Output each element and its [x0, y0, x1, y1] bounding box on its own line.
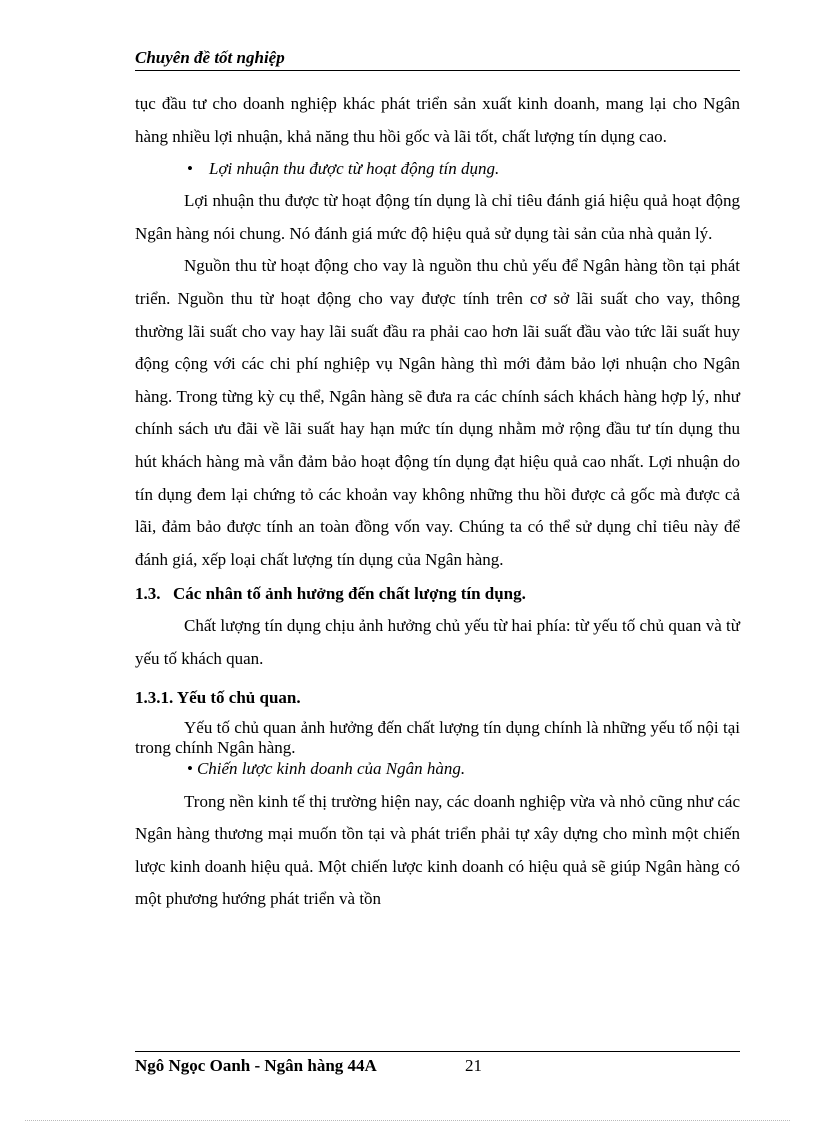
- bullet-icon: •: [187, 159, 193, 179]
- paragraph-5: Yếu tố chủ quan ảnh hưởng đến chất lượng tín dụng chính là những yếu tố nội tại trong chính Ngân hàng.: [135, 717, 740, 757]
- section-title: Các nhân tố ảnh hưởng đến chất lượng tín dụng.: [173, 584, 526, 604]
- page-number: 21: [465, 1056, 482, 1075]
- page-footer: [135, 1051, 740, 1076]
- page-header: [135, 48, 740, 71]
- bullet-text-1: Lợi nhuận thu được từ hoạt động tín dụng.: [209, 159, 500, 179]
- paragraph-2: Lợi nhuận thu được từ hoạt động tín dụng là chỉ tiêu đánh giá hiệu quả hoạt động Ngân hàng nói chung. Nó đánh giá mức độ hiệu quả sử dụng tài sản của nhà quản lý.: [135, 191, 740, 243]
- section-heading-1-3-1: 1.3.1. Yếu tố chủ quan.: [135, 687, 301, 707]
- bullet-icon: •: [187, 758, 193, 778]
- footer-author: Ngô Ngọc Oanh - Ngân hàng 44A: [135, 1056, 377, 1075]
- paragraph-3: Nguồn thu từ hoạt động cho vay là nguồn thu chủ yếu để Ngân hàng tồn tại phát triển. Nguồn thu từ hoạt động cho vay được tính trên cơ sở lãi suất cho vay, thông thường lãi suất cho vay hay lãi suất đầu ra phải cao hơn lãi suất đầu vào tức lãi suất huy động cộng với các chi phí nghiệp vụ Ngân hàng thì mới đảm bảo lợi nhuận cho Ngân hàng. Trong từng kỳ cụ thể, Ngân hàng sẽ đưa ra các chính sách khách hàng hợp lý, như chính sách ưu đãi về lãi suất hay hạn mức tín dụng nhằm mở rộng đầu tư tín dụng thu hút khách hàng mà vẫn đảm bảo hoạt động tín dụng đạt hiệu quả cao nhất. Lợi nhuận do tín dụng đem lại chứng tỏ các khoản vay không những thu hồi được cả gốc mà được cả lãi, đảm bảo được tính an toàn đồng vốn vay. Chúng ta có thể sử dụng chỉ tiêu này để đánh giá, xếp loại chất lượng tín dụng của Ngân hàng.: [135, 256, 740, 569]
- bullet-item-1: [135, 153, 740, 185]
- page-body: [135, 88, 740, 916]
- page-edge-divider: [25, 1120, 790, 1121]
- bullet-text-2: Chiến lược kinh doanh của Ngân hàng.: [196, 758, 466, 778]
- paragraph-1: tục đầu tư cho doanh nghiệp khác phát triển sản xuất kinh doanh, mang lại cho Ngân hàng nhiều lợi nhuận, khả năng thu hồi gốc và lãi tốt, chất lượng tín dụng cao.: [135, 94, 740, 146]
- paragraph-4: Chất lượng tín dụng chịu ảnh hưởng chủ yếu từ hai phía: từ yếu tố chủ quan và từ yếu tố khách quan.: [135, 616, 740, 668]
- section-number: 1.3.: [135, 584, 161, 604]
- section-heading-1-3: [135, 578, 740, 610]
- paragraph-6: Trong nền kinh tế thị trường hiện nay, các doanh nghiệp vừa và nhỏ cũng như các Ngân hàng thương mại muốn tồn tại và phát triển phải tự xây dựng cho mình một chiến lược kinh doanh hiệu quả. Một chiến lược kinh doanh có hiệu quả sẽ giúp Ngân hàng có một phương hướng phát triển và tồn: [135, 791, 740, 909]
- bullet-item-2: [135, 758, 740, 780]
- header-title: Chuyên đề tốt nghiệp: [135, 48, 285, 67]
